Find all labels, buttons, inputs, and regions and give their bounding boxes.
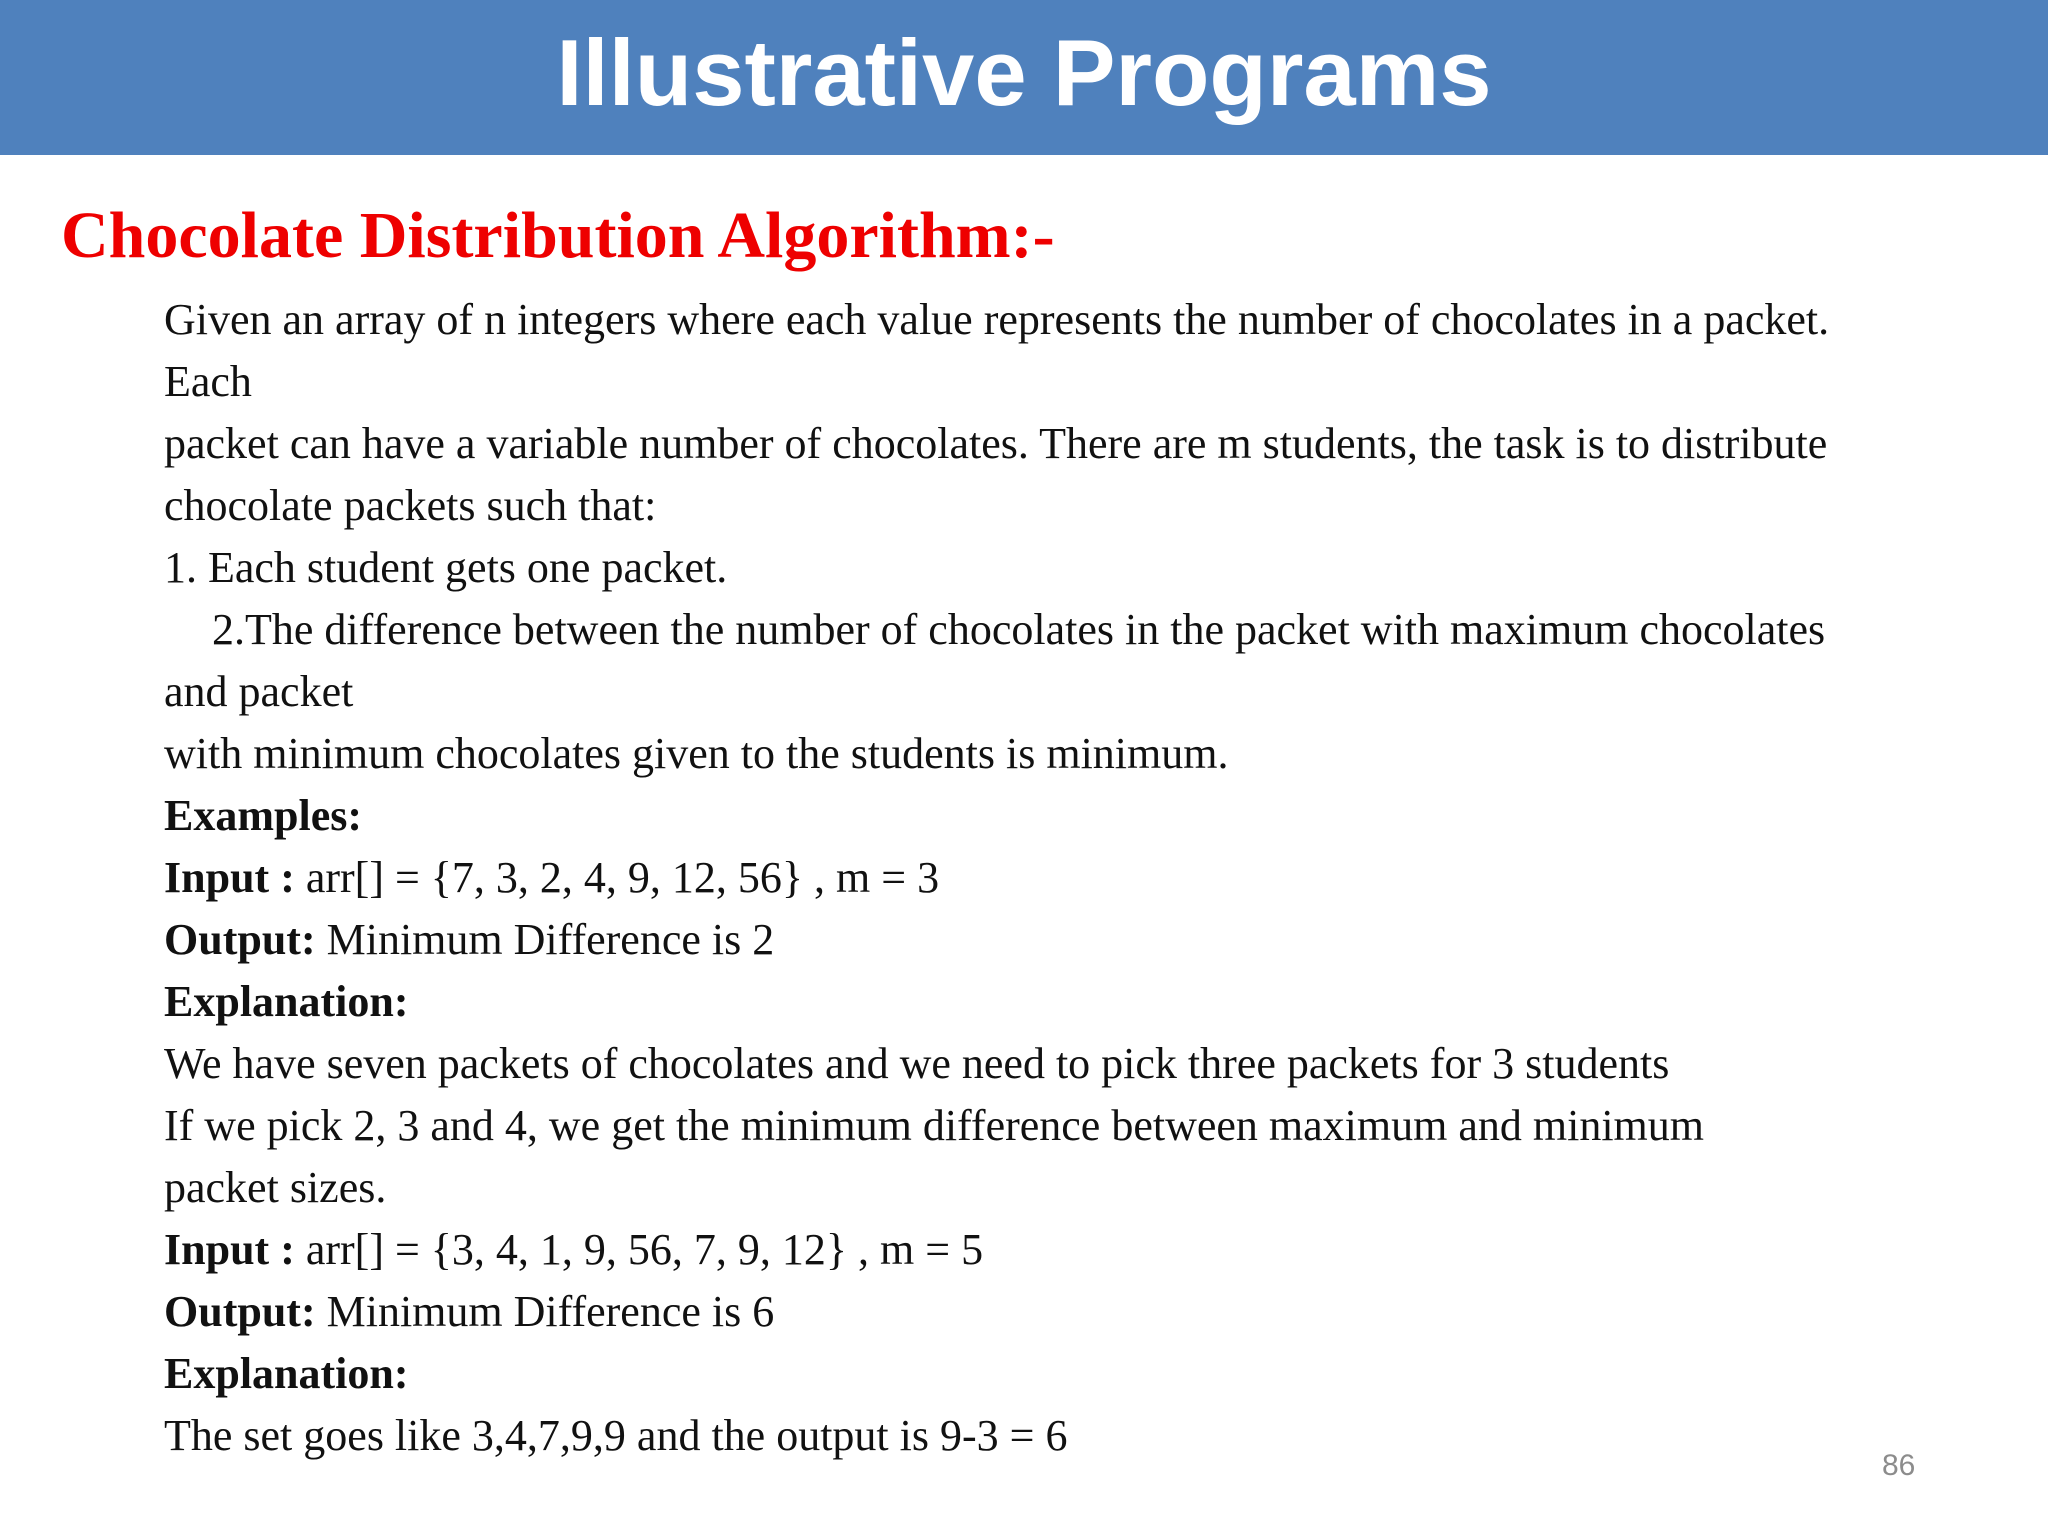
output-label: Output: xyxy=(164,915,316,964)
slide-title: Illustrative Programs xyxy=(556,20,1492,125)
intro-line: Given an array of n integers where each value represents the number of chocolates in a packet. xyxy=(164,295,1830,344)
output-value: Minimum Difference is 6 xyxy=(315,1287,775,1336)
rule-2-line: with minimum chocolates given to the students is minimum. xyxy=(164,729,1229,778)
example-1-explanation-line: If we pick 2, 3 and 4, we get the minimum difference between maximum and minimum xyxy=(164,1101,1704,1150)
rule-2-line: 2.The difference between the number of chocolates in the packet with maximum chocolates xyxy=(212,605,1826,654)
title-banner xyxy=(0,0,2048,155)
rule-2-line: and packet xyxy=(164,667,354,716)
output-value: Minimum Difference is 2 xyxy=(315,915,775,964)
input-label: Input : xyxy=(164,853,295,902)
example-1-explanation-line: packet sizes. xyxy=(164,1163,387,1212)
input-label: Input : xyxy=(164,1225,295,1274)
example-2-explanation-heading: Explanation: xyxy=(164,1349,409,1398)
examples-heading: Examples: xyxy=(164,791,362,840)
example-1-explanation-heading: Explanation: xyxy=(164,977,409,1026)
output-label: Output: xyxy=(164,1287,316,1336)
section-heading: Chocolate Distribution Algorithm:- xyxy=(61,199,1055,272)
rule-1: 1. Each student gets one packet. xyxy=(164,543,728,592)
example-1-explanation-line: We have seven packets of chocolates and we need to pick three packets for 3 students xyxy=(164,1039,1670,1088)
example-1-input xyxy=(164,847,2044,909)
example-2-output xyxy=(164,1281,2044,1343)
example-2-explanation-line: The set goes like 3,4,7,9,9 and the output is 9-3 = 6 xyxy=(164,1411,1068,1460)
intro-line: Each xyxy=(164,357,252,406)
page-number: 86 xyxy=(1882,1449,1916,1482)
example-1-output xyxy=(164,909,2044,971)
example-2-input xyxy=(164,1219,2044,1281)
slide-body xyxy=(164,289,2044,1467)
intro-line: packet can have a variable number of chocolates. There are m students, the task is to distribute xyxy=(164,419,1828,468)
input-value: arr[] = {7, 3, 2, 4, 9, 12, 56} , m = 3 xyxy=(294,853,940,902)
intro-line: chocolate packets such that: xyxy=(164,481,657,530)
input-value: arr[] = {3, 4, 1, 9, 56, 7, 9, 12} , m = 5 xyxy=(294,1225,984,1274)
